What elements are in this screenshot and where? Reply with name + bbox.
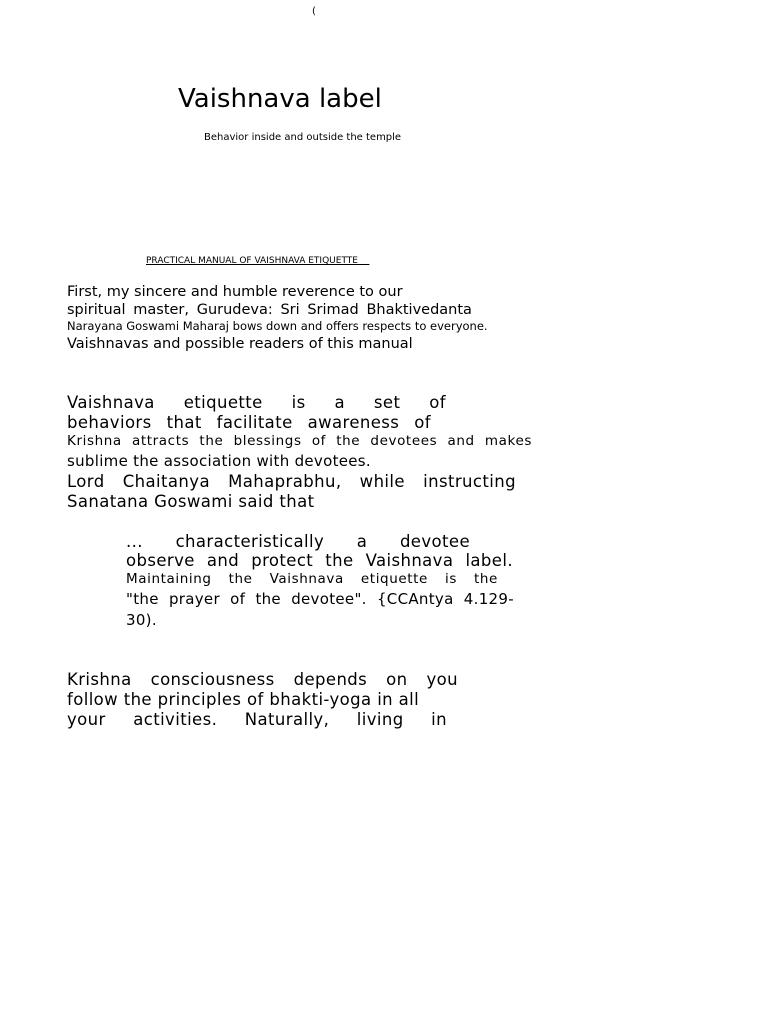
word: a: [334, 393, 346, 412]
word: activities.: [133, 710, 218, 729]
word: label.: [465, 551, 513, 570]
word: observe: [126, 551, 195, 570]
word: attracts: [131, 433, 190, 449]
quote-line-2: [126, 551, 513, 570]
intro-line-3: Narayana Goswami Maharaj bows down and offers respects to everyone.: [67, 319, 488, 333]
para1-line-4: sublime the association with devotees.: [67, 452, 371, 470]
word: Vaishnava: [269, 571, 344, 587]
word: Vaishnava: [365, 551, 454, 570]
word: of: [311, 433, 327, 449]
quote-line-4: [126, 590, 514, 608]
word: "the: [126, 590, 159, 608]
word: consciousness: [150, 670, 275, 689]
word: living: [356, 710, 404, 729]
document-title: Vaishnava label: [178, 84, 382, 114]
word: the: [228, 571, 253, 587]
word: instructing: [423, 472, 516, 491]
word: Vaishnava: [67, 393, 155, 412]
word: master,: [133, 302, 190, 318]
word: that: [166, 413, 202, 432]
word: facilitate: [216, 413, 293, 432]
para1-line-5: [67, 472, 516, 491]
word: of: [429, 393, 446, 412]
word: in: [431, 710, 447, 729]
word: the: [473, 571, 498, 587]
word: and: [447, 433, 475, 449]
word: protect: [251, 551, 314, 570]
word: Krishna: [67, 670, 132, 689]
word: devotee".: [291, 590, 367, 608]
word: makes: [484, 433, 532, 449]
intro-line-1: First, my sincere and humble reverence to our: [67, 284, 403, 300]
word: spiritual: [67, 302, 126, 318]
word: ...: [126, 532, 143, 551]
para2-line-3: [67, 710, 447, 729]
word: the: [199, 433, 224, 449]
word: set: [373, 393, 401, 412]
quote-line-1: [126, 532, 470, 551]
intro-line-4: Vaishnavas and possible readers of this manual: [67, 336, 413, 352]
word: Naturally,: [244, 710, 330, 729]
para2-line-2: follow the principles of bhakti-yoga in all: [67, 690, 420, 709]
document-subtitle: Behavior inside and outside the temple: [204, 132, 402, 143]
para1-line-2: [67, 413, 431, 432]
word: while: [359, 472, 405, 491]
word: Chaitanya: [122, 472, 210, 491]
word: the: [325, 551, 354, 570]
word: you: [426, 670, 458, 689]
top-mark: (: [312, 6, 316, 17]
word: devotee: [399, 532, 470, 551]
intro-line-2: [67, 302, 472, 318]
word: and: [206, 551, 240, 570]
manual-heading: PRACTICAL MANUAL OF VAISHNAVA ETIQUETTE: [146, 256, 358, 266]
word: on: [386, 670, 408, 689]
word: Krishna: [67, 433, 122, 449]
word: Srimad: [307, 302, 359, 318]
word: of: [414, 413, 431, 432]
word: behaviors: [67, 413, 152, 432]
word: is: [444, 571, 457, 587]
para2-line-1: [67, 670, 458, 689]
word: prayer: [168, 590, 220, 608]
word: characteristically: [175, 532, 325, 551]
word: your: [67, 710, 106, 729]
word: Sri: [280, 302, 300, 318]
word: awareness: [307, 413, 400, 432]
quote-line-3: [126, 571, 498, 587]
word: blessings: [233, 433, 302, 449]
word: devotees: [370, 433, 438, 449]
word: Mahaprabhu,: [228, 472, 342, 491]
word: Maintaining: [126, 571, 212, 587]
word: {CCAntya: [376, 590, 454, 608]
word: of: [230, 590, 246, 608]
word: a: [356, 532, 368, 551]
para1-line-3: [67, 433, 532, 449]
word: is: [291, 393, 306, 412]
para1-line-1: [67, 393, 446, 412]
word: the: [336, 433, 361, 449]
word: etiquette: [360, 571, 428, 587]
para1-line-6: Sanatana Goswami said that: [67, 492, 315, 511]
word: Gurudeva:: [196, 302, 273, 318]
word: Bhaktivedanta: [366, 302, 472, 318]
quote-line-5: 30).: [126, 611, 157, 629]
word: 4.129-: [463, 590, 514, 608]
word: etiquette: [183, 393, 263, 412]
word: depends: [293, 670, 368, 689]
word: the: [255, 590, 281, 608]
word: Lord: [67, 472, 105, 491]
